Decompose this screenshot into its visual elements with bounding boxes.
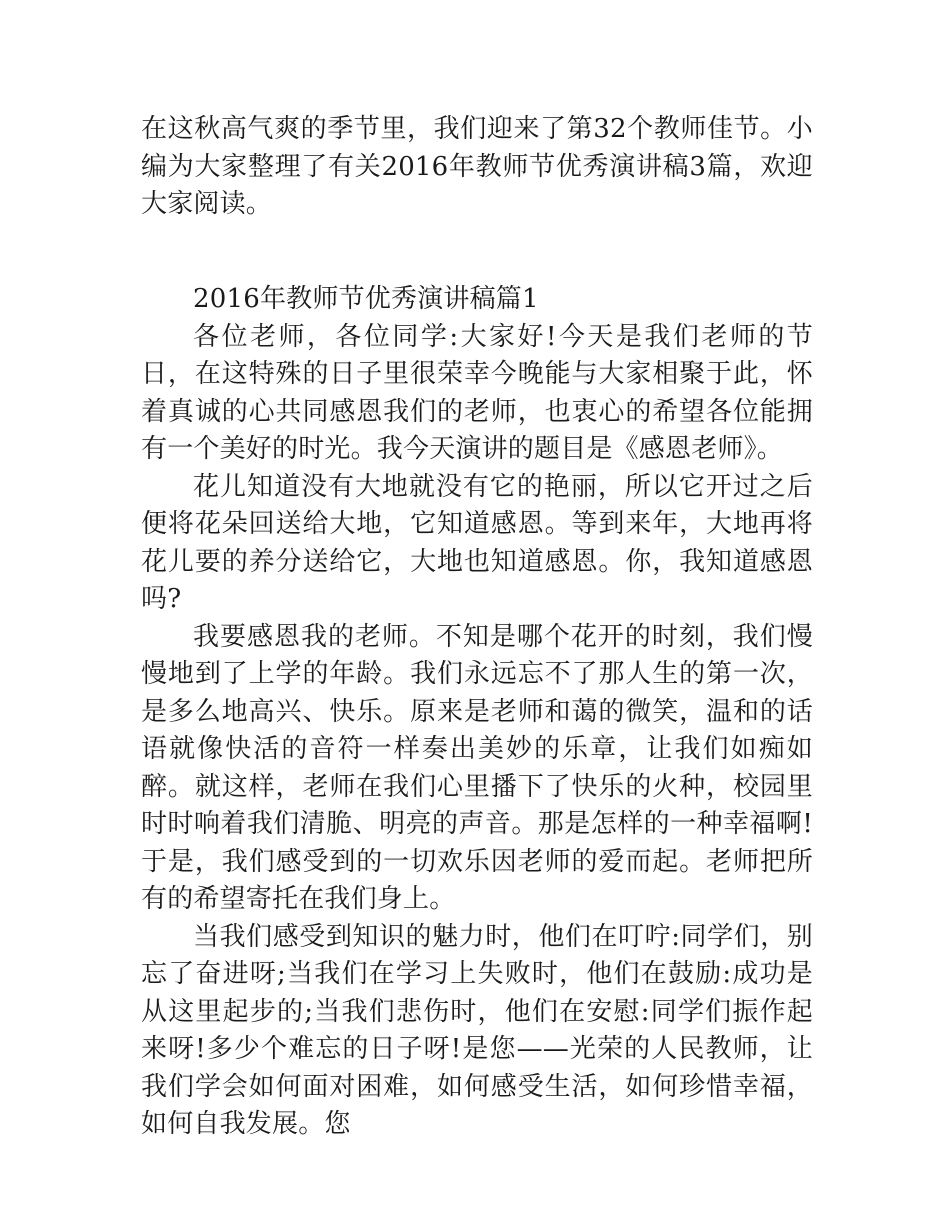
paragraph-gratitude: 我要感恩我的老师。不知是哪个花开的时刻，我们慢慢地到了上学的年龄。我们永远忘不了那人生的第一次，是多么地高兴、快乐。原来是老师和蔼的微笑，温和的话语就像快活的音符一样奏出美妙的乐章，让我们如痴如醉。就这样，老师在我们心里播下了快乐的火种，校园里时时响着我们清脆、明亮的声音。那是怎样的一种幸福啊!于是，我们感受到的一切欢乐因老师的爱而起。老师把所有的希望寄托在我们身上。 bbox=[141, 621, 813, 914]
paragraph-greeting: 各位老师，各位同学:大家好!今天是我们老师的节日，在这特殊的日子里很荣幸今晚能与大家相聚于此，怀着真诚的心共同感恩我们的老师，也衷心的希望各位能拥有一个美好的时光。我今天演讲的题目是《感恩老师》。 bbox=[141, 321, 813, 464]
intro-paragraph: 在这秋高气爽的季节里，我们迎来了第32个教师佳节。小编为大家整理了有关2016年教师节优秀演讲稿3篇，欢迎大家阅读。 bbox=[141, 114, 813, 219]
article-body bbox=[141, 281, 813, 1144]
paragraph-encouragement: 当我们感受到知识的魅力时，他们在叮咛:同学们，别忘了奋进呀;当我们在学习上失败时，他们在鼓励:成功是从这里起步的;当我们悲伤时，他们在安慰:同学们振作起来呀!多少个难忘的日子呀!是您——光荣的人民教师，让我们学会如何面对困难，如何感受生活，如何珍惜幸福，如何自我发展。您 bbox=[141, 921, 813, 1139]
intro-block bbox=[141, 111, 813, 224]
section-title: 2016年教师节优秀演讲稿篇1 bbox=[193, 284, 539, 314]
paragraph-flowers: 花儿知道没有大地就没有它的艳丽，所以它开过之后便将花朵回送给大地，它知道感恩。等到来年，大地再将花儿要的养分送给它，大地也知道感恩。你，我知道感恩吗? bbox=[141, 471, 813, 614]
